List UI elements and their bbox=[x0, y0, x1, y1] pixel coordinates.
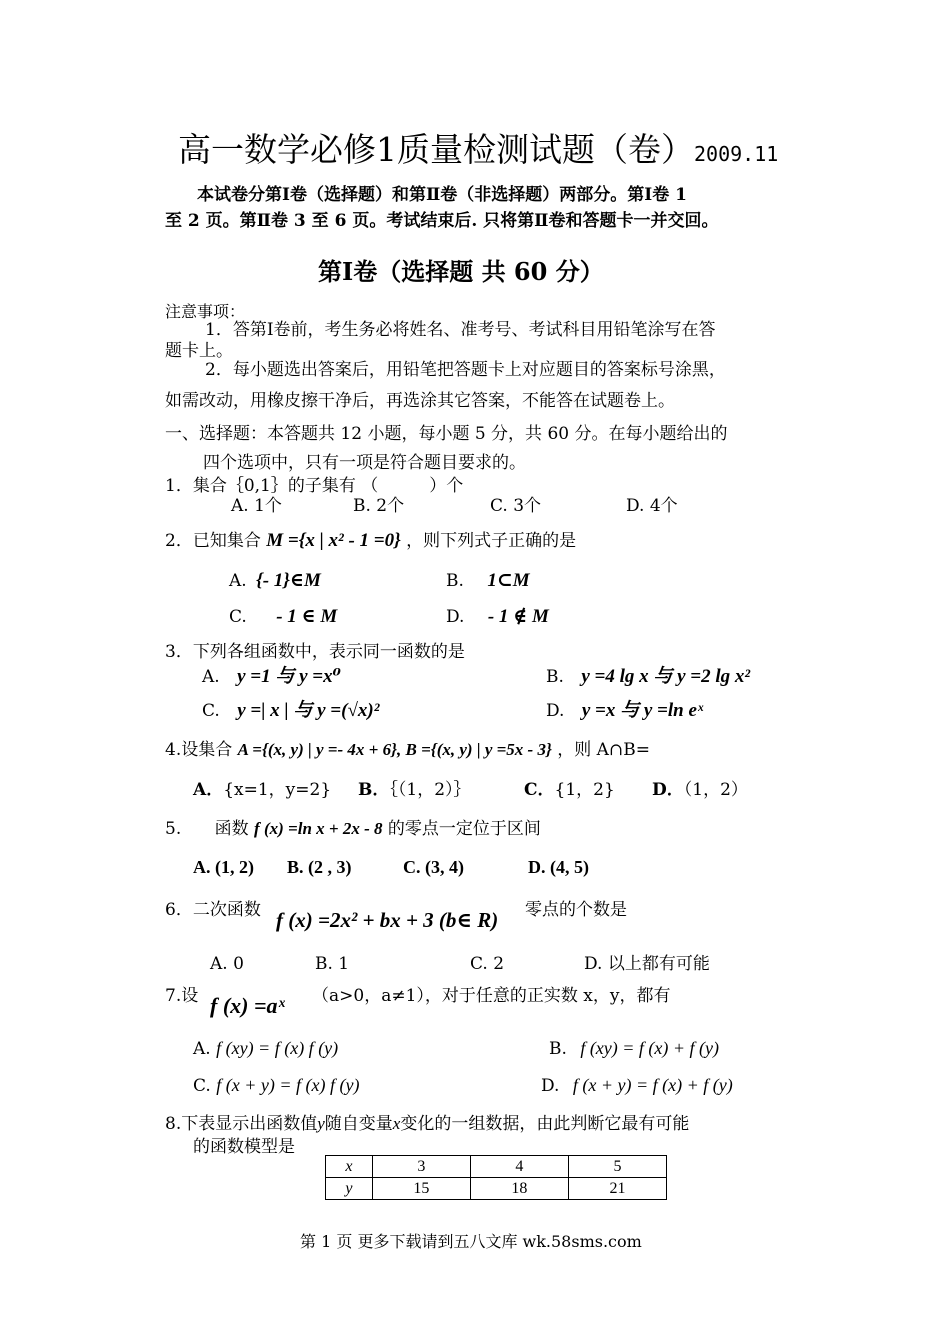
q4-option-b bbox=[358, 779, 471, 801]
q8-line-1-c: 变化的一组数据，由此判断它最有可能 bbox=[400, 1114, 690, 1134]
q7-option-b bbox=[549, 1037, 719, 1060]
q2-option-b bbox=[446, 570, 530, 592]
q3-option-a bbox=[202, 666, 341, 688]
q4-stem bbox=[165, 739, 650, 761]
q5-stem-suffix: 的零点一定位于区间 bbox=[387, 819, 541, 839]
q4-stem-suffix: ，则 A∩B= bbox=[557, 740, 650, 760]
q4-option-a-text: {x=1，y=2} bbox=[223, 780, 332, 800]
q8-line-1 bbox=[165, 1113, 689, 1135]
q5-number: 5. bbox=[165, 819, 182, 839]
part1-line-2: 四个选项中，只有一项是符合题目要求的。 bbox=[203, 453, 526, 473]
q7-option-b-label: B. bbox=[549, 1039, 567, 1059]
q3-option-a-formula: y =1 与 y =x⁰ bbox=[237, 666, 341, 687]
q8-line-2: 的函数模型是 bbox=[193, 1137, 295, 1157]
q7-option-d-label: D. bbox=[541, 1076, 560, 1096]
q7-option-d-formula: f (x + y) = f (x) + f (y) bbox=[572, 1075, 733, 1095]
q6-option-a: A. 0 bbox=[210, 954, 244, 974]
q2-option-c-label: C. bbox=[229, 607, 247, 627]
q3-stem: 3．下列各组函数中，表示同一函数的是 bbox=[165, 642, 465, 662]
q6-option-d: D. 以上都有可能 bbox=[584, 954, 710, 974]
title-text: 高一数学必修1质量检测试题（卷） bbox=[178, 130, 694, 169]
q3-option-c-label: C. bbox=[202, 701, 220, 721]
intro-line-1: 本试卷分第Ⅰ卷（选择题）和第Ⅱ卷（非选择题）两部分。第Ⅰ卷 1 bbox=[197, 185, 687, 205]
intro-line-2: 至 2 页。第Ⅱ卷 3 至 6 页。考试结束后. 只将第Ⅱ卷和答题卡一并交回。 bbox=[165, 211, 719, 231]
q6-stem-prefix: 6．二次函数 bbox=[165, 900, 261, 920]
q2-option-a-label: A. bbox=[229, 571, 247, 591]
q2-option-d-formula: - 1 ∉ M bbox=[487, 606, 549, 627]
q7-option-a bbox=[193, 1037, 338, 1060]
q3-option-d-formula: y =x 与 y =ln eˣ bbox=[581, 700, 704, 721]
q5-stem bbox=[165, 818, 541, 840]
q3-option-b bbox=[546, 666, 750, 688]
q2-option-a bbox=[229, 570, 321, 592]
q5-option-d: D. (4, 5) bbox=[528, 857, 589, 877]
notes-title: 注意事项： bbox=[165, 302, 246, 321]
q4-stem-prefix: 4.设集合 bbox=[165, 740, 233, 760]
table-cell: 5 bbox=[568, 1156, 666, 1178]
note-2-line-1: 2．每小题选出答案后，用铅笔把答题卡上对应题目的答案标号涂黑， bbox=[205, 360, 726, 380]
table-cell: x bbox=[326, 1156, 373, 1178]
table-row bbox=[326, 1178, 667, 1200]
q8-line-1-a: 8.下表显示出函数值 bbox=[165, 1114, 318, 1134]
q5-formula: f (x) =ln x + 2x - 8 bbox=[254, 819, 383, 838]
q6-formula: f (x) =2x² + bx + 3 (b∈ R) bbox=[276, 908, 499, 932]
part1-line-1: 一、选择题：本答题共 12 小题，每小题 5 分，共 60 分。在每小题给出的 bbox=[165, 424, 728, 444]
title-date: 2009.11 bbox=[694, 142, 779, 166]
q3-option-d-label: D. bbox=[546, 701, 565, 721]
q2-option-b-label: B. bbox=[446, 571, 464, 591]
q4-option-b-text: ｛（1，2）｝ bbox=[389, 780, 471, 800]
q7-option-a-label: A. bbox=[193, 1039, 211, 1059]
note-1-line-1: 1．答第Ⅰ卷前，考生务必将姓名、准考号、考试科目用铅笔涂写在答 bbox=[205, 320, 716, 340]
q1-option-c: C. 3个 bbox=[490, 496, 542, 516]
q6-stem-suffix: 零点的个数是 bbox=[525, 900, 627, 920]
table-cell: y bbox=[326, 1178, 373, 1200]
q1-option-d: D. 4个 bbox=[626, 496, 678, 516]
q5-stem-prefix: 函数 bbox=[214, 819, 249, 839]
q4-option-d-label: D． bbox=[652, 780, 684, 800]
q4-option-d bbox=[652, 779, 748, 801]
q7-formula: f (x) =aˣ bbox=[210, 993, 285, 1018]
q7-option-c-formula: f (x + y) = f (x) f (y) bbox=[216, 1075, 360, 1095]
q4-option-c-text: {1，2} bbox=[554, 780, 615, 800]
q2-option-d-label: D. bbox=[446, 607, 465, 627]
q2-formula: M ={x | x² - 1 =0} bbox=[266, 530, 401, 551]
q8-line-1-b: 随自变量 bbox=[324, 1114, 393, 1134]
q1-option-b: B. 2个 bbox=[353, 496, 405, 516]
q7-stem-prefix: 7.设 bbox=[165, 986, 199, 1006]
q3-option-d bbox=[546, 700, 703, 722]
table-cell: 15 bbox=[372, 1178, 470, 1200]
q2-option-d bbox=[446, 606, 549, 628]
page-title bbox=[178, 130, 778, 174]
q7-option-c bbox=[193, 1074, 359, 1097]
page-footer: 第 1 页 更多下载请到五八文库 wk.58sms.com bbox=[300, 1232, 642, 1251]
q2-option-c bbox=[229, 606, 337, 628]
q4-option-c bbox=[524, 779, 615, 801]
q6-option-b: B. 1 bbox=[315, 954, 350, 974]
table-row bbox=[326, 1156, 667, 1178]
q2-option-a-formula: {- 1}∈M bbox=[256, 570, 321, 591]
q7-option-a-formula: f (xy) = f (x) f (y) bbox=[216, 1038, 339, 1058]
q4-formula: A ={(x, y) | y =- 4x + 6}, B ={(x, y) | y =5x - 3} bbox=[237, 740, 552, 759]
q2-stem-prefix: 2．已知集合 bbox=[165, 531, 261, 551]
section-heading: 第Ⅰ卷（选择题 共 60 分） bbox=[318, 257, 604, 286]
q3-option-b-formula: y =4 lg x 与 y =2 lg x² bbox=[581, 666, 751, 687]
q8-var-y: y bbox=[317, 1114, 325, 1133]
q2-option-c-formula: - 1 ∈ M bbox=[276, 606, 338, 627]
q3-option-b-label: B. bbox=[546, 667, 564, 687]
q4-option-a-label: A． bbox=[193, 780, 224, 800]
q7-option-c-label: C. bbox=[193, 1076, 211, 1096]
q4-option-c-label: C． bbox=[524, 780, 555, 800]
q3-option-a-label: A. bbox=[202, 667, 220, 687]
q3-option-c-formula: y =| x | 与 y =(√x)² bbox=[237, 700, 380, 721]
q5-option-a: A. (1, 2) bbox=[193, 857, 254, 877]
q2-stem bbox=[165, 530, 576, 552]
q5-option-b: B. (2 , 3) bbox=[287, 857, 352, 877]
note-1-line-2: 题卡上。 bbox=[165, 341, 233, 361]
q6-option-c: C. 2 bbox=[470, 954, 505, 974]
table-cell: 18 bbox=[470, 1178, 568, 1200]
q8-var-x: x bbox=[392, 1114, 401, 1133]
table-cell: 4 bbox=[470, 1156, 568, 1178]
table-cell: 21 bbox=[568, 1178, 666, 1200]
q7-option-d bbox=[541, 1074, 733, 1097]
table-cell: 3 bbox=[372, 1156, 470, 1178]
q4-option-d-text: （1，2） bbox=[683, 780, 748, 800]
q2-stem-suffix: ，则下列式子正确的是 bbox=[406, 531, 577, 551]
q4-option-b-label: B． bbox=[358, 780, 390, 800]
q2-option-b-formula: 1⊂M bbox=[487, 570, 530, 591]
q1-option-a: A. 1个 bbox=[231, 496, 282, 516]
q3-option-c bbox=[202, 700, 379, 722]
q5-option-c: C. (3, 4) bbox=[403, 857, 464, 877]
q8-data-table bbox=[325, 1155, 667, 1200]
q1-stem: 1．集合｛0,1｝的子集有 （ ）个 bbox=[165, 476, 464, 496]
q7-option-b-formula: f (xy) = f (x) + f (y) bbox=[580, 1038, 720, 1058]
q4-option-a bbox=[193, 779, 331, 801]
note-2-line-2: 如需改动，用橡皮擦干净后，再选涂其它答案，不能答在试题卷上。 bbox=[165, 391, 675, 411]
q7-stem-suffix: （a>0，a≠1），对于任意的正实数 x，y，都有 bbox=[312, 986, 671, 1006]
